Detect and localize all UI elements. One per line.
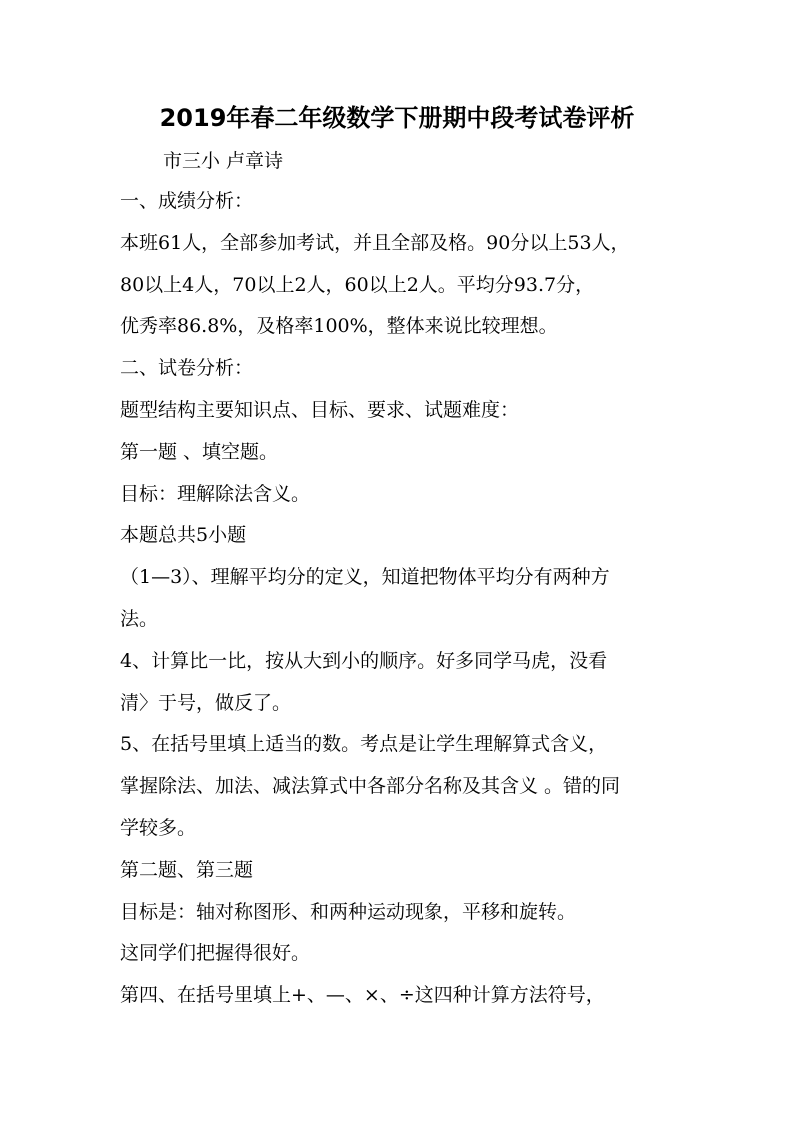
paragraph-line: 第二题、第三题 — [120, 858, 254, 881]
paragraph-line: 第四、在括号里填上+、—、×、÷这四种计算方法符号， — [120, 984, 605, 1007]
paragraph-line: 掌握除法、加法、减法算式中各部分名称及其含义 。错的同 — [120, 775, 621, 798]
paragraph-line: 目标是：轴对称图形、和两种运动现象，平移和旋转。 — [120, 900, 577, 923]
document-title: 2019年春二年级数学下册期中段考试卷评析 — [159, 104, 635, 132]
paragraph-line: 题型结构主要知识点、目标、要求、试题难度： — [120, 398, 520, 421]
paragraph-line: 第一题 、填空题。 — [120, 440, 279, 463]
paragraph-line: 优秀率86.8%，及格率100%，整体来说比较理想。 — [120, 315, 558, 338]
paragraph-line: 法。 — [120, 607, 159, 630]
section-heading-score-analysis: 一、成绩分析： — [120, 190, 254, 212]
section-heading-paper-analysis: 二、试卷分析： — [120, 357, 254, 380]
paragraph-line: 清〉于号，做反了。 — [120, 691, 292, 714]
paragraph-line: 学较多。 — [120, 816, 197, 839]
paragraph-line: 本班61人，全部参加考试，并且全部及格。90分以上53人， — [120, 231, 630, 254]
paragraph-line: 80以上4人，70以上2人，60以上2人。平均分93.7分， — [120, 273, 595, 296]
paragraph-line: 5、在括号里填上适当的数。考点是让学生理解算式含义， — [120, 733, 608, 756]
author-line: 市三小 卢章诗 — [163, 150, 284, 172]
paragraph-line: 目标：理解除法含义。 — [120, 482, 311, 505]
paragraph-line: （1—3）、理解平均分的定义，知道把物体平均分有两种方 — [120, 566, 610, 589]
document-body — [120, 181, 680, 1017]
paragraph-line: 4、计算比一比，按从大到小的顺序。好多同学马虎，没看 — [120, 649, 608, 672]
paragraph-line: 本题总共5小题 — [120, 524, 247, 547]
paragraph-line: 这同学们把握得很好。 — [120, 942, 311, 965]
